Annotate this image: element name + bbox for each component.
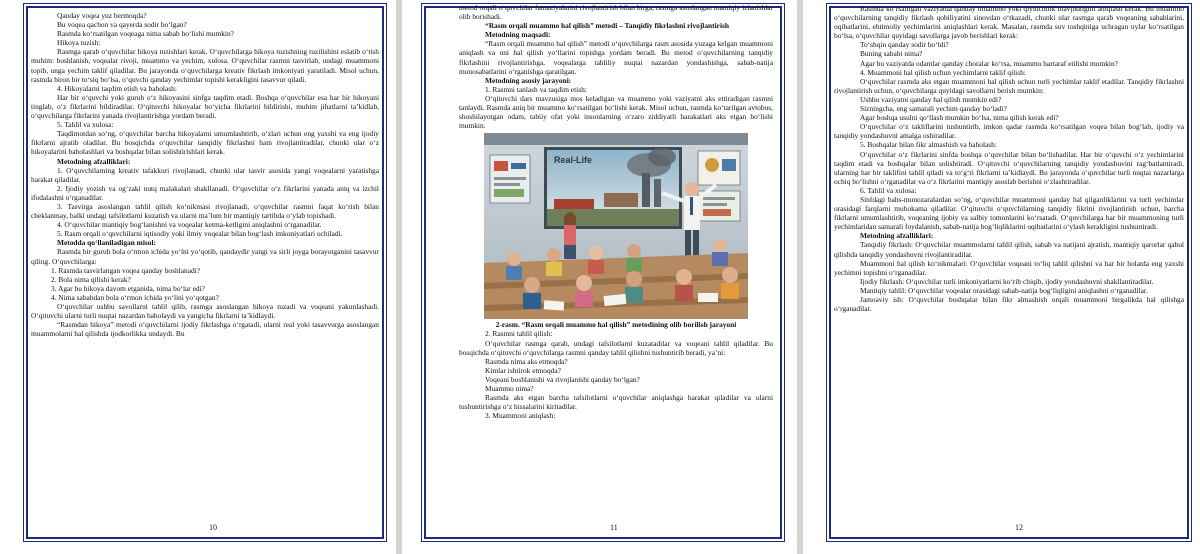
page-text — [31, 11, 379, 338]
paragraph: Metodning asosiy jarayoni: — [485, 75, 572, 85]
paragraph: 1. Rasmda tasvirlangan voqea qanday boshlanadi? — [51, 265, 200, 275]
paragraph: Rasmda ko‘rsatilgan vaziyatda qanday muammo yoki qiyinchilik mavjudligini aniqlash kerak. Bu muammo o‘quvchilarning tanqidiy fikrlash qobiliyatini sinovdan o‘tkazadi, chunki ular rasmga qarab voqeaning sabablarini, oqibatlarini, ehtimoliy yechimlarini aniqlashlari kerak. Masalan, rasmda suv toshqiniga uchragan uylar ko‘rsatilgan bo‘lsa, o‘quvchilar quyidagi savollarga javob berishlari kerak: — [834, 4, 1184, 41]
document-page-10 — [0, 0, 396, 554]
figure-label: Real-Life — [554, 155, 593, 166]
document-page-12 — [803, 0, 1200, 554]
paragraph: 3. Muammoni aniqlash: — [485, 411, 556, 421]
classroom-image — [484, 133, 748, 319]
paragraph: 5. Boshqalar bilan fikr almashish va baholash: — [860, 140, 997, 150]
page-text — [459, 3, 773, 420]
paragraph: Metodda qo‘llaniladigan misol: — [57, 238, 156, 248]
page-text — [834, 4, 1184, 313]
paragraph: O‘quvchilar rasmda aks etgan muammoni hal qilish uchun turli yechimlar taklif etadilar. Tanqidiy fikrlashni rivojlantirish uchun, o‘quvchilarga quyidagi savollarni berish mumkin: — [834, 76, 1184, 95]
paragraph: Sinfdagi bahs-munozaralardan so‘ng, o‘quvchilar muammoni qanday hal qilganliklarini va turli yechimlar orasidagi farqlarni muhokama qiladilar. O‘qituvchi o‘quvchilarning tanqidiy fikrini rivojlantirish uchun, barcha fikrlarni umumlashtirib, voqeaning ijobiy va salbiy tomonlarini ko‘rsatadi. O‘quvchilarga har bir muammoning turli yechimlaridan samarali foydalanish, sabab-natija bog‘liqliklarini oqibatlarini o‘ylash kerakligini tushuntiradi. — [834, 194, 1184, 232]
paragraph: 5. Rasm orqali o‘quvchilarni iqtisodiy yoki ilmiy voqealar bilan bog‘lash imkoniyatlari ochiladi. — [57, 229, 343, 239]
paragraph: Metodning afzalliklari: — [57, 156, 131, 166]
paragraph: Rasmda aks etgan barcha tafsilotlarni o‘quvchilar aniqlashga harakat qiladilar va ularni tushuntirishga o‘z hissalarini kiritadilar. — [459, 393, 773, 412]
paragraph: 3. Agar bu hikoya davom etganida, nima bo‘lar edi? — [51, 283, 205, 293]
paragraph: Voqeani boshlanishi va rivojlanishi qanday bo‘lgan? — [485, 374, 640, 384]
paragraph: “Rasmdan hikoya” metodi o‘quvchilarni ijodiy fikrlashga o‘rgatadi, ularni real yoki tasavvurga asoslangan muammolarni hal qilishda ijodkorlikka undaydi. Bu — [31, 320, 379, 339]
paragraph: Muammo nima? — [485, 383, 534, 393]
paragraph: Mantiqiy tahlil: O‘quvchilar voqealar orasidagi sabab-natija bog‘liqligini aniqlashni o‘rganadilar. — [860, 285, 1148, 295]
paragraph: Bu voqea qachon va qayerda sodir bo‘lgan? — [57, 20, 187, 30]
page-number: 11 — [610, 523, 618, 532]
paragraph: Agar boshqa usulni qo‘llash mumkin bo‘lsa, nima qilish kerak edi? — [860, 113, 1059, 123]
paragraph: 4. O‘quvchilar mantiqiy bog‘lanishni va voqealar ketma-ketligini aniqlashni o‘rganadilar. — [57, 220, 322, 230]
figure-caption: 2-rasm. “Rasm orqali muammo hal qilish” metodining olib borilish jarayoni — [495, 320, 737, 330]
paragraph: Buning sababi nima? — [860, 49, 923, 59]
paragraph: Kimlar ishtirok etmoqda? — [485, 365, 561, 375]
paragraph: 6. Tahlil va xulosa: — [860, 185, 917, 195]
paragraph: Muammoni hal qilish ko‘nikmalari: O‘quvchilar voqeani to‘liq tahlil qilishni va har bir holatda eng yaxshi yechimni topishni o‘rganadilar. — [834, 258, 1184, 277]
paragraph: 3. Tasvirga asoslangan tahlil qilish ko‘nikmasi rivojlanadi, o‘quvchilar rasmni faqat ko‘rish bilan cheklanmay, balki undagi tafsilotlarni kuzatish va ularni ma’lum bir mantiqiy tartibda o‘ylab topishadi. — [31, 201, 379, 221]
paragraph: To‘shqin qanday sodir bo‘ldi? — [860, 40, 949, 50]
paragraph: 2. Ijodiy yozish va og‘zaki nutq malakalari shakllanadi. O‘quvchilar o‘z fikrlarini yanada aniq va izchil ifodalashni o‘rganadilar. — [31, 183, 379, 202]
paragraph: 4. Muammoni hal qilish uchun yechimlarni taklif qilish: — [860, 67, 1026, 77]
paragraph: Jamoaviy ish: O‘quvchilar boshqalar bilan fikr almashish orqali muammoni birgalikda hal qilishga o‘rganadilar. — [834, 295, 1184, 314]
paragraph: 1. O‘quvchilarning kreativ tafakkuri rivojlanadi, chunki ular tasvir asosida yangi voqealarni yaratishga harakat qiladilar. — [31, 165, 379, 184]
paragraph: Metodning afzalliklari: — [860, 231, 934, 241]
paragraph: Metodning maqsadi: — [485, 30, 551, 40]
paragraph: Ijodiy fikrlash: O‘quvchilar turli imkoniyatlarni ko‘rib chiqib, ijodiy yondashuvni shakllantiradilar. — [860, 276, 1154, 286]
paragraph: Rasmga qarab o‘quvchilar hikoya tuzishlari kerak. O‘quvchilarga hikoya tuzishning tuzilishini eslatib o‘tish muhim: boshlanish, voqealar rivoji, muammo va yechim, xulosa. O‘quvchilar rasmni tasvirlab, undagi muammoni topib, unga yechim taklif qiladilar. Bu jarayonda o‘quvchilarga kreativ fikrlash imkoniyati yaratiladi. Misol uchun, rasmda biron bir to‘siq bo‘lsa, o‘quvchi qanday yechimlar topishi kerakligini tasavvur qiladi. — [31, 47, 379, 84]
paragraph: 4. Nima sababdan bola o‘rmon ichida yo‘lini yo‘qotgan? — [51, 292, 219, 302]
paragraph: 2. Bola nima qilishi kerak? — [51, 274, 131, 284]
paragraph: 1. Rasmni tanlash va taqdim etish: — [485, 84, 587, 94]
document-page-11 — [402, 0, 797, 554]
paragraph: “Rasm orqali muammo hal qilish” metodi o‘quvchilarga rasm asosida yuzaga kelgan muammoni aniqlash va uni hal qilish yo‘llarini topishga yordam beradi. Bu metod o‘quvchilarning tanqidiy fikrlashini rivojlantirishga, voqealarga tahliliy nuqtai nazardan yondashishga, sabab-natija munosabatlarini o‘rganishga qaratilgan. — [459, 39, 773, 76]
page-number: 10 — [209, 523, 217, 532]
paragraph: Rasmda bir guruh bola o‘rmon ichida yo‘lni yo‘qotib, qandaydir yangi va sirli joyga borayotganini tasavvur qiling. O‘quvchilarga: — [31, 247, 379, 266]
paragraph: Taqdimotdan so‘ng, o‘quvchilar barcha hikoyalarni umumlashtirib, o‘zlari uchun eng yaxshi va eng ijodiy fikrlarni ajratib oladilar. Bu bosqichda o‘quvchilar tanqidiy fikrlashni ham rivojlantiradilar, chunki ular o‘z hikoyalarini baholashlari va boshqalar bilan solishtirishlari kerak. — [31, 129, 379, 157]
paragraph: Hikoya tuzish: — [57, 38, 101, 48]
paragraph: Rasmda nima aks etmoqda? — [485, 356, 568, 366]
page-number: 12 — [1015, 523, 1023, 532]
paragraph: O‘quvchilar rasmga qarab, undagi tafsilotlarni kuzatadilar va voqeani tahlil qiladilar. Bu bosqichda o‘qituvchi o‘quvchilarga rasmni qanday tahlil qilishni tushuntirib beradi, ya’ni: — [459, 338, 773, 357]
classroom-illustration — [484, 133, 748, 319]
paragraph: “Rasm orqali muammo hal qilish” metodi – Tanqidiy fikrlashni rivojlantirish — [485, 21, 730, 31]
paragraph: O‘quvchilar o‘z takliflarini tushuntirib, imkon qadar rasmda ko‘rsatilgan voqea bilan bog‘lab, ijodiy va tanqidiy yondashuvni amalga oshiradilar. — [834, 122, 1184, 141]
paragraph: 5. Tahlil va xulosa: — [57, 120, 114, 130]
paragraph: metod orqali o‘quvchilar fantaziyalarini rivojlantirish bilan birga, rasmga asoslangan mantiqiy izlanishlar olib borishadi. — [459, 3, 773, 22]
paragraph: Ushbu vaziyatni qanday hal qilish mumkin edi? — [860, 94, 1002, 104]
paragraph: 4. Hikoyalarni taqdim etish va baholash: — [57, 83, 177, 93]
paragraph: Agar bu vaziyatda odamlar qanday choralar ko‘rsa, muammo bartaraf etilishi mumkin? — [860, 58, 1118, 68]
paragraph: Rasmda ko‘rsatilgan voqeaga nima sabab bo‘lishi mumkin? — [57, 29, 234, 39]
paragraph: Har bir o‘quvchi yoki guruh o‘z hikoyasini sinfga taqdim etadi. Boshqa o‘quvchilar esa har bir hikoyani tinglab, o‘z fikrlarini bildiradilar. O‘qituvchi hikoyalar bo‘yicha fikrlarini bildirishi, muhim jihatlarni ta’kidlab, o‘quvchilarga fikrlarini yanada rivojlantirishga yordam beradi. — [31, 92, 379, 121]
paragraph: Qanday voqea yuz bermoqda? — [57, 11, 147, 20]
paragraph: Sizningcha, eng samarali yechim qanday bo‘ladi? — [860, 104, 1007, 114]
paragraph: 2. Rasmni tahlil qilish: — [485, 329, 553, 339]
paragraph: O‘quvchilar ushbu savollarni tahlil qilib, rasmga asoslangan hikoya tuzadi va voqeani yakunlashadi. O‘qituvchi ularni turli nuqtai nazardan baholaydi va yangicha fikrlarni ta’kidlaydi. — [31, 302, 379, 321]
paragraph: O‘quvchilar o‘z fikrlarini sinfda boshqa o‘quvchilar bilan bo‘lishadilar. Har bir o‘quvchi o‘z yechimlarini taqdim etadi va boshqalar bilan solishtiradi. O‘qituvchi o‘quvchilarning tanqidiy yondashuvini rag‘batlantiradi, ularning har bir taklifini tahlil qiladi va to‘g‘ri fikrlarni ta’kidlaydi. Bu jarayonda o‘quvchilar turli nuqtai nazarlarga ochiq bo‘lishni o‘rganadilar va o‘z fikrlarini mantiqiy asoslab berishni o‘zlashtiradilar. — [834, 149, 1184, 186]
paragraph: O‘qituvchi dars mavzusiga mos keladigan va muammo yoki vaziyatni aks ettiradigan rasmni tanlaydi. Rasmda aniq bir muammo ko‘rsatilgan bo‘lishi kerak. Misol uchun, rasmda ko‘tarilgan avtobus, shoshilayotgan odam, tabiiy ofat yoki insonlarning o‘zaro ziddiyatli harakatlari aks etgan bo‘lishi mumkin. — [459, 93, 773, 131]
paragraph: Tanqidiy fikrlash: O‘quvchilar muammolarni tahlil qilish, sabab va natijani ajratish, mantiqiy qarorlar qabul qilishda tanqidiy yondashuvni rivojlantiradilar. — [834, 240, 1184, 259]
